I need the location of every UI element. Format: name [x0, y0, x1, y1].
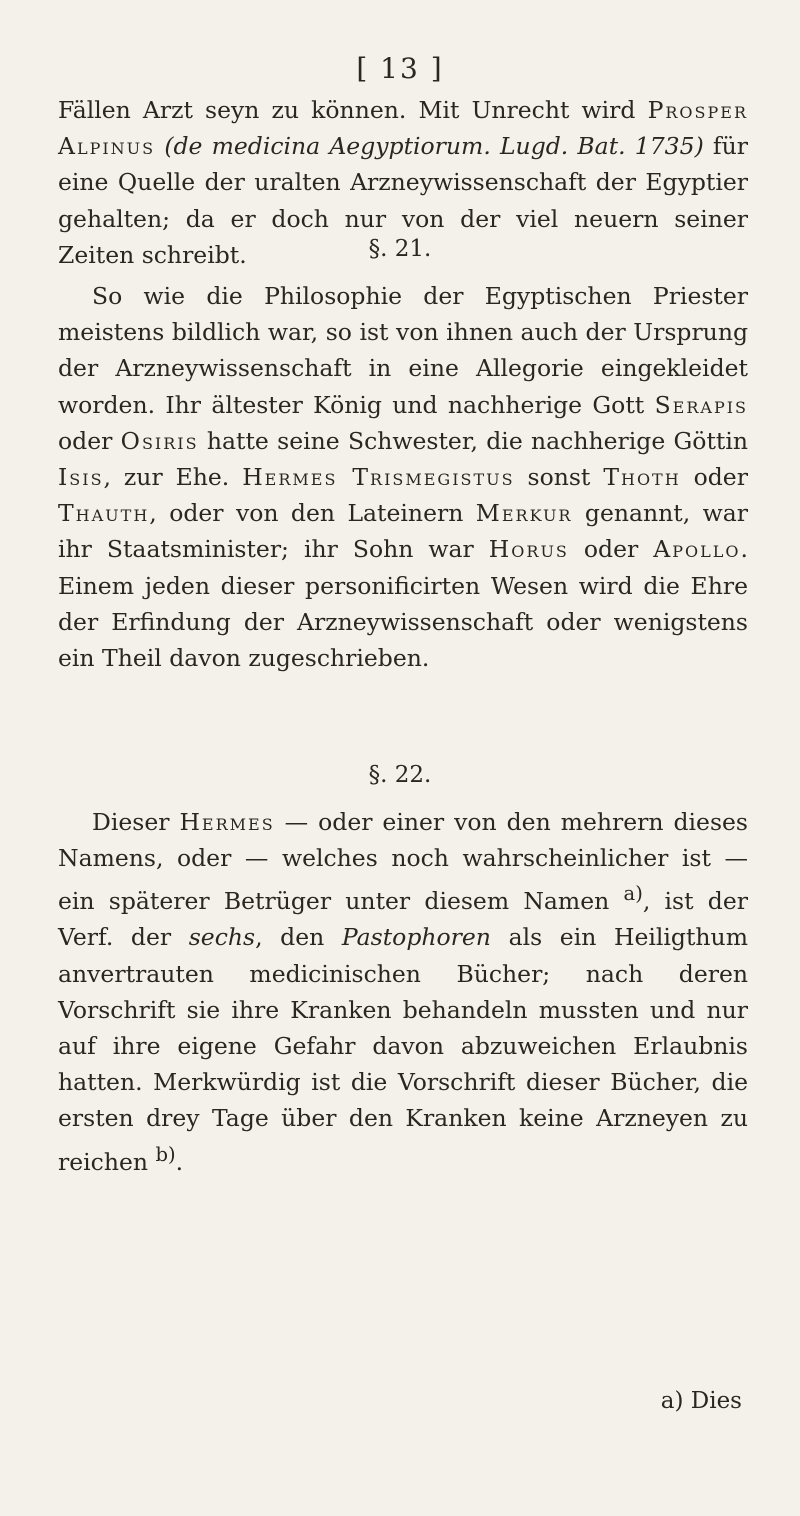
section-21-text: . Einem jeden dieser personificirten Wesen wird die Ehre der Erfindung der Arzneywissenschaft oder wenigstens ein Theil davon zugeschrieben.: [58, 535, 748, 673]
section-22-heading: §. 22.: [368, 762, 432, 788]
footnote-marker-b: b): [155, 1142, 176, 1166]
connector-text: oder: [693, 463, 748, 492]
intro-line: Fällen Arzt seyn zu können. Mit Unrecht wird: [58, 96, 636, 124]
connector-text: oder: [58, 426, 113, 455]
section-21-heading: §. 21.: [368, 236, 432, 262]
name-isis: Isis: [58, 463, 104, 492]
citation: (de medicina Aegyptiorum. Lugd. Bat. 1735): [164, 132, 704, 161]
section-22-text: , den: [255, 923, 325, 952]
section-21-text: hatte seine Schwester, die nachherige Göttin: [206, 426, 748, 455]
intro-rest: für eine Quelle der uralten Arzneywissenschaft der Egyptier gehalten; da er doch nur von der viel neuern seiner Zeiten schreibt.: [58, 132, 748, 269]
section-22-text: als ein Heiligthum anvertrauten medicinischen Bücher; nach deren Vorschrift sie ihre Kranken behandeln mussten und nur auf ihre eigene Gefahr davon abzuweichen Erlaubnis hatten. Merkwürdig ist die Vorschrift dieser Bücher, die ersten drey Tage über den Kranken keine Arzneyen zu reichen: [58, 923, 748, 1176]
name-apollo: Apollo: [653, 535, 741, 564]
name-merkur: Merkur: [475, 499, 573, 528]
section-21-text: So wie die Philosophie der Egyptischen Priester meistens bildlich war, so ist von ihnen auch der Ursprung der Arzneywissenschaft in eine Allegorie eingekleidet worden. Ihr ältester König und nachherige Gott: [58, 282, 748, 419]
name-thauth: Thauth: [58, 499, 150, 528]
footnote-marker-a: a): [623, 882, 643, 906]
page-number: [ 13 ]: [356, 52, 444, 85]
section-21-text: , oder von den Lateinern: [149, 499, 464, 528]
section-22-text: , ist der Verf. der: [58, 887, 748, 952]
author-name: Prosper Alpinus: [58, 96, 748, 161]
name-horus: Horus: [488, 535, 569, 564]
section-22-text: Dieser: [92, 808, 170, 836]
italic-sechs: sechs: [188, 923, 256, 952]
name-osiris: Osiris: [120, 426, 199, 455]
section-21-text: genannt, war ihr Staatsminister; ihr Sohn war: [58, 499, 748, 564]
name-hermes: Hermes: [179, 808, 275, 836]
italic-pastophoren: Pastophoren: [341, 923, 491, 952]
connector-text: oder: [583, 535, 639, 564]
section-21-text: , zur Ehe.: [103, 463, 230, 492]
section-21-paragraph: [58, 278, 748, 676]
section-22-text: — oder einer von den mehrern dieses Namens, oder — welches noch wahrscheinlicher ist — ein späterer Betrüger unter diesem Namen: [58, 808, 748, 916]
name-serapis: Serapis: [654, 390, 748, 419]
name-hermes-trismegistus: Hermes Trismegistus: [242, 463, 515, 492]
section-22-text: .: [175, 1147, 184, 1176]
catchword: a) Dies: [660, 1388, 742, 1414]
name-thoth: Thoth: [603, 463, 681, 492]
section-22-paragraph: [58, 804, 748, 1180]
section-21-text: sonst: [527, 463, 591, 492]
